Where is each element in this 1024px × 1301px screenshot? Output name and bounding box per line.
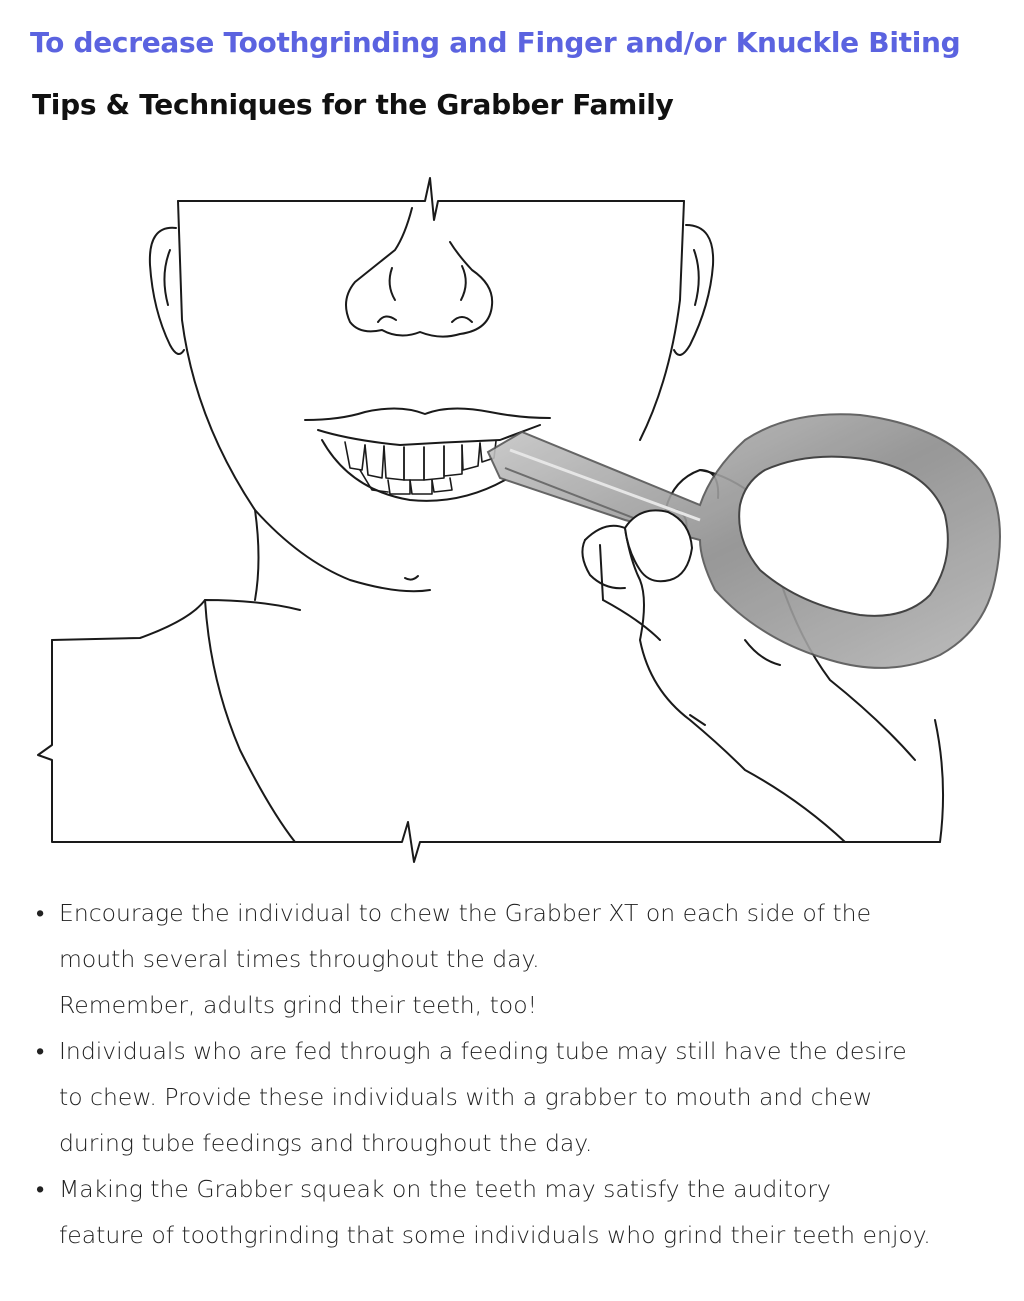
- tips-list: [36, 890, 996, 1258]
- shirt-collar: [205, 600, 295, 842]
- nose: [346, 208, 492, 337]
- neck-left: [255, 510, 259, 600]
- page-title: To decrease Toothgrinding and Finger and/or Knuckle Biting: [30, 26, 961, 59]
- tip-text-line: during tube feedings and throughout the day.: [59, 1129, 593, 1157]
- head-top-outline: [178, 178, 684, 220]
- tip-item: [36, 1166, 996, 1258]
- bullet: •: [36, 899, 45, 927]
- tip-text-line: Remember, adults grind their teeth, too!: [59, 991, 537, 1019]
- grabber-tool: [488, 414, 1000, 668]
- upper-lip: [305, 408, 550, 420]
- lower-lip: [322, 440, 505, 501]
- tip-item: [36, 1028, 996, 1166]
- tip-text-line: to chew. Provide these individuals with a grabber to mouth and chew: [59, 1083, 873, 1111]
- bullet: •: [36, 1037, 45, 1065]
- tip-item: [36, 890, 996, 1028]
- tip-text-line: Encourage the individual to chew the Grabber XT on each side of the: [59, 899, 872, 927]
- tip-text-line: feature of toothgrinding that some individuals who grind their teeth enjoy.: [59, 1221, 931, 1249]
- tip-text-line: Making the Grabber squeak on the teeth may satisfy the auditory: [59, 1175, 831, 1203]
- neck-right: [600, 545, 603, 600]
- tip-text-line: Individuals who are fed through a feeding tube may still have the desire: [59, 1037, 907, 1065]
- face-right-outline: [640, 201, 684, 440]
- grabber-chewing-illustration: [0, 150, 1024, 870]
- bullet: •: [36, 1175, 45, 1203]
- face-left-outline: [178, 201, 430, 591]
- page-subtitle: Tips & Techniques for the Grabber Family: [32, 88, 674, 121]
- shirt-left-outline: [52, 600, 300, 640]
- tip-text-line: mouth several times throughout the day.: [59, 945, 540, 973]
